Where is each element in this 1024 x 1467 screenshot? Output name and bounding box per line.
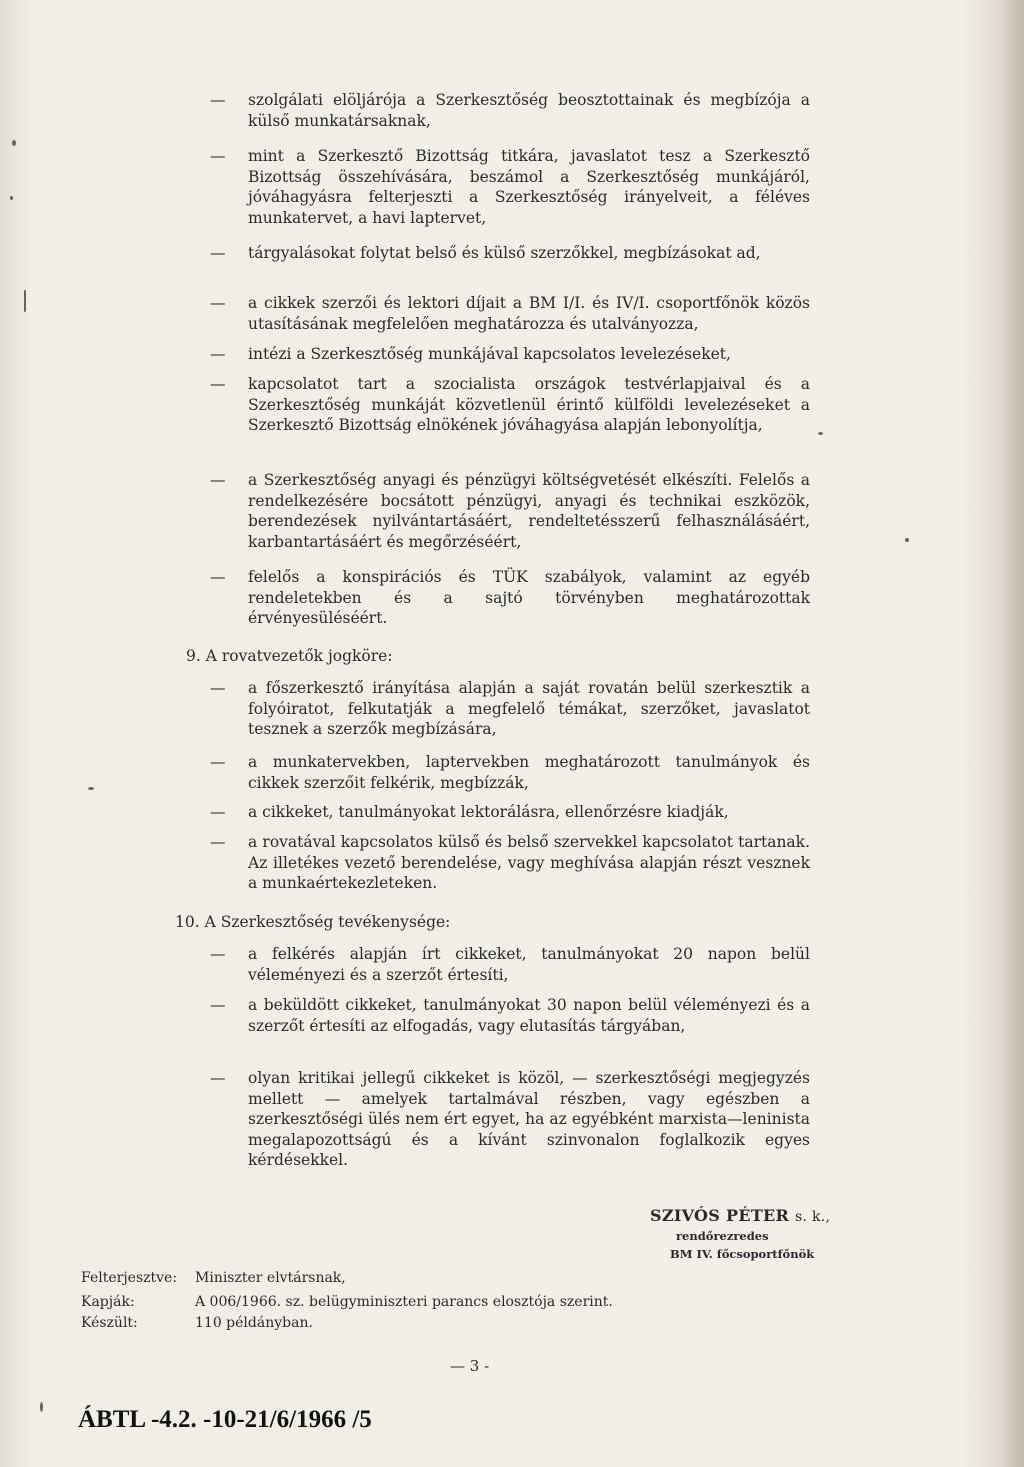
dash: — [210, 803, 226, 821]
item-text: a munkatervekben, laptervekben meghatározott tanulmányok és cikkek szerzőit felkérik, megbízzák, [248, 753, 810, 792]
felterjesztve-label: Felterjesztve: [81, 1270, 178, 1286]
list-item [210, 293, 810, 334]
signatory-title: BM IV. főcsoportfőnök [670, 1247, 815, 1261]
list-item [210, 374, 810, 436]
page-edge-shadow [998, 0, 1024, 1467]
list-item [210, 832, 810, 894]
item-text: kapcsolatot tart a szocialista országok testvérlapjaival és a Szerkesztőség munkáját közvetlenül érintő külföldi levelezéseket a Szerkesztő Bizottság elnökének jóváhagyása alapján lebonyolítja, [248, 375, 810, 434]
kapjak-label: Kapják: [81, 1294, 135, 1310]
section-title: A Szerkesztőség tevékenysége: [204, 913, 451, 931]
item-text: szolgálati elöljárója a Szerkesztőség beosztottainak és megbízója a külső munkatársaknak, [248, 91, 810, 130]
section-number: 9. [186, 647, 201, 665]
dash: — [210, 375, 226, 393]
dash: — [210, 568, 226, 586]
dash: — [210, 294, 226, 312]
section-title: A rovatvezetők jogköre: [205, 647, 393, 665]
item-text: intézi a Szerkesztőség munkájával kapcsolatos levelezéseket, [248, 345, 731, 363]
list-item [210, 678, 810, 740]
dash: — [210, 471, 226, 489]
list-item [210, 146, 810, 228]
item-text: a beküldött cikkeket, tanulmányokat 30 napon belül véleményezi és a szerzőt értesíti az elfogadás, vagy elutasítás tárgyában, [248, 996, 810, 1035]
list-item [210, 344, 810, 365]
felterjesztve-value: Miniszter elvtársnak, [195, 1270, 346, 1286]
item-text: a rovatával kapcsolatos külső és belső szervekkel kapcsolatot tartanak. Az illetékes vezető berendelése, vagy meghívása alapján részt vesznek a munkaértekezleteken. [248, 833, 810, 892]
dash: — [210, 345, 226, 363]
keszult-label: Készült: [81, 1315, 138, 1331]
list-item [210, 243, 810, 264]
scan-speck [40, 1402, 43, 1412]
list-item [210, 752, 810, 793]
scan-speck [10, 196, 13, 200]
item-text: felelős a konspirációs és TÜK szabályok, valamint az egyéb rendeletekben és a sajtó törvényben meghatározottak érvényesüléséért. [248, 568, 810, 627]
archive-reference: ÁBTL -4.2. -10-21/6/1966 /5 [78, 1406, 372, 1433]
dash: — [210, 679, 226, 697]
list-item [210, 470, 810, 552]
signatory-suffix: s. k., [795, 1209, 831, 1225]
dash: — [210, 945, 226, 963]
item-text: a felkérés alapján írt cikkeket, tanulmányokat 20 napon belül véleményezi és a szerzőt értesíti, [248, 945, 810, 984]
list-item [210, 995, 810, 1036]
list-item [210, 1068, 810, 1171]
section-9-heading [186, 646, 393, 667]
dash: — [210, 147, 226, 165]
item-text: a Szerkesztőség anyagi és pénzügyi költségvetését elkészíti. Felelős a rendelkezésére bocsátott pénzügyi, anyagi és technikai eszközök, berendezések nyilvántartásáért, rendeltetésszerű felhasználásáért, karbantartásáért és megőrzéséért, [248, 471, 810, 551]
page-number: — 3 - [450, 1357, 490, 1375]
list-item [210, 90, 810, 131]
section-number: 10. [175, 913, 200, 931]
dash: — [210, 996, 226, 1014]
item-text: a cikkeket, tanulmányokat lektorálásra, ellenőrzésre kiadják, [248, 803, 729, 821]
signatory-rank: rendőrezredes [676, 1229, 769, 1243]
dash: — [210, 244, 226, 262]
dash: — [210, 833, 226, 851]
list-item [210, 944, 810, 985]
keszult-value: 110 példányban. [195, 1315, 313, 1331]
list-item [210, 802, 810, 823]
scan-speck [88, 787, 94, 790]
dash: — [210, 753, 226, 771]
scan-speck [905, 538, 909, 542]
dash: — [210, 1069, 226, 1087]
scan-speck [12, 140, 16, 146]
kapjak-value: A 006/1966. sz. belügyminiszteri parancs elosztója szerint. [195, 1294, 613, 1310]
item-text: a főszerkesztő irányítása alapján a saját rovatán belül szerkesztik a folyóiratot, felkutatják a megfelelő témákat, szerzőket, javaslatot tesznek a szerzők megbízására, [248, 679, 810, 738]
signatory-name-text: SZIVÓS PÉTER [650, 1206, 790, 1225]
signatory-name [650, 1206, 830, 1225]
scan-speck [24, 290, 26, 312]
section-10-heading [175, 912, 450, 933]
dash: — [210, 91, 226, 109]
item-text: tárgyalásokat folytat belső és külső szerzőkkel, megbízásokat ad, [248, 244, 761, 262]
scan-speck [818, 432, 823, 435]
item-text: olyan kritikai jellegű cikkeket is közöl, — szerkesztőségi megjegyzés mellett — amelyek tartalmával részben, vagy egészben a szerkesztőségi ülés nem ért egyet, ha az egyébként marxista—leninista megalapozottságú és a kívánt szinvonalon foglalkozik egyes kérdésekkel. [248, 1069, 810, 1169]
item-text: mint a Szerkesztő Bizottság titkára, javaslatot tesz a Szerkesztő Bizottság összehívására, beszámol a Szerkesztőség munkájáról, jóváhagyásra felterjeszti a Szerkesztőség irányelveit, a féléves munkatervet, a havi laptervet, [248, 147, 810, 227]
item-text: a cikkek szerzői és lektori díjait a BM I/I. és IV/I. csoportfőnök közös utasításának megfelelően meghatározza és utalványozza, [248, 294, 810, 333]
list-item [210, 567, 810, 629]
